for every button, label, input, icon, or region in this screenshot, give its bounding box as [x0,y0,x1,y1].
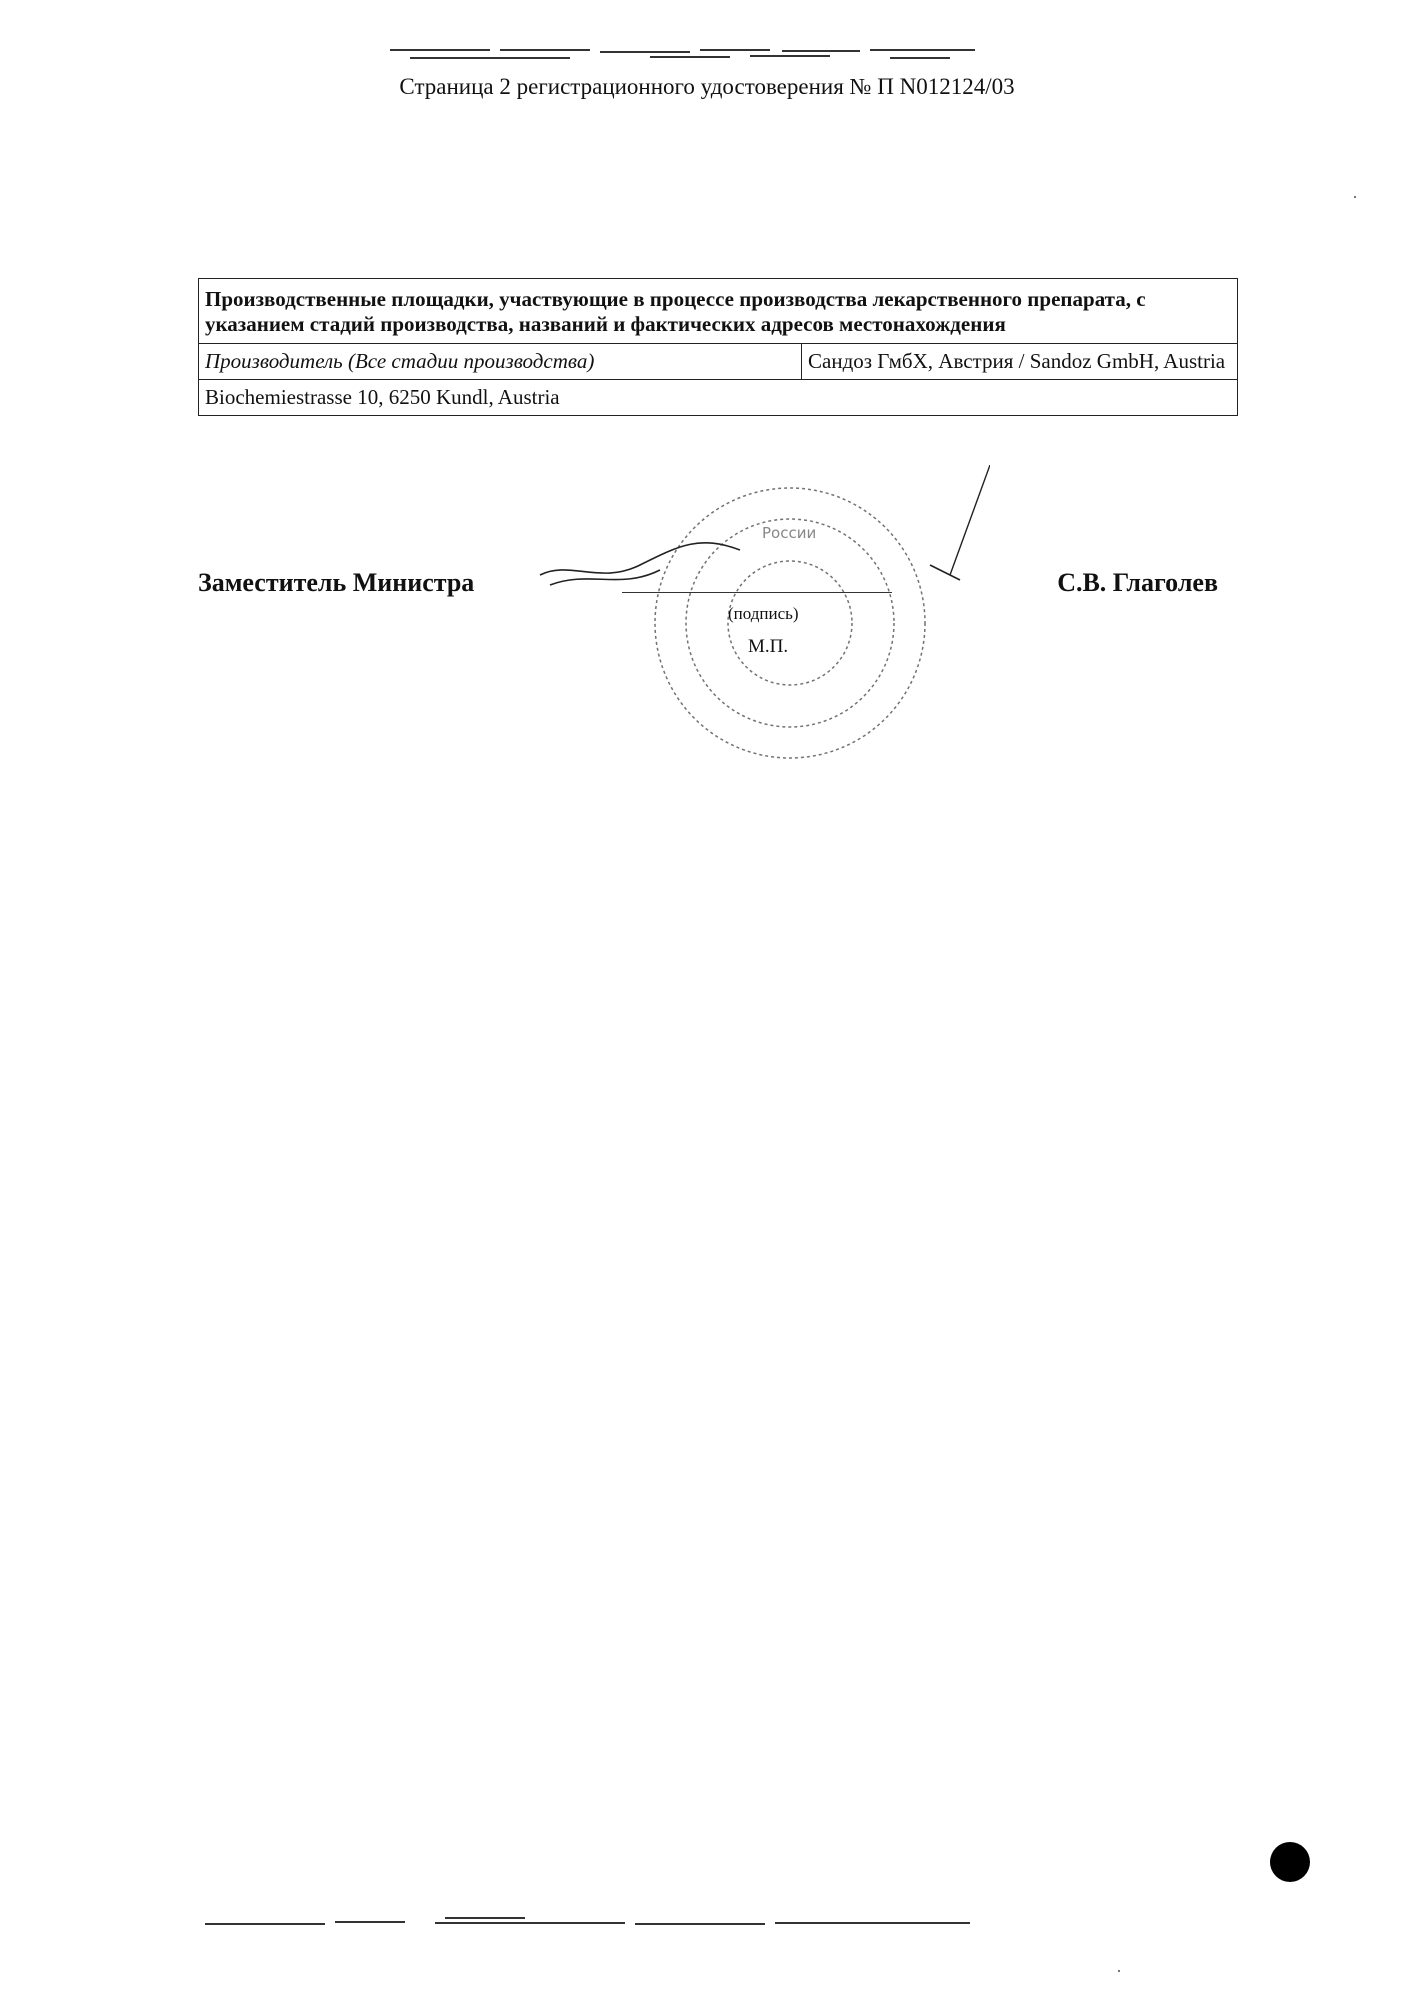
table-row [199,379,1237,415]
signer-position: Заместитель Министра [198,568,475,597]
scan-noise-bottom [205,1912,975,1932]
table-heading-row [199,279,1237,343]
seal-placeholder-label: М.П. [748,636,789,657]
manufacturer-role-cell: Производитель (Все стадии производства) [199,344,802,379]
table-row [199,343,1237,379]
manufacturer-address-cell: Biochemiestrasse 10, 6250 Kundl, Austria [205,385,560,409]
manufacturer-company-cell: Сандоз ГмбХ, Австрия / Sandoz GmbH, Austria [808,349,1226,373]
table-heading: Производственные площадки, участвующие в процессе производства лекарственного препарата, с указанием стадий производства, названий и фактических адресов местонахождения [205,287,1146,336]
manufacturing-sites-table [198,278,1238,416]
scan-speck [1354,196,1356,198]
corner-dot-mark [1270,1842,1310,1882]
seal-text-fragment: России [762,524,817,542]
signer-name: С.В. Глаголев [1057,568,1218,597]
signature-line [622,592,892,593]
scan-noise-top [390,44,980,66]
signature-block [198,568,1218,657]
scan-speck [1118,1970,1120,1972]
page-header-title: Страница 2 регистрационного удостоверения № П N012124/03 [399,74,1015,99]
signature-caption: (подпись) [728,604,799,623]
